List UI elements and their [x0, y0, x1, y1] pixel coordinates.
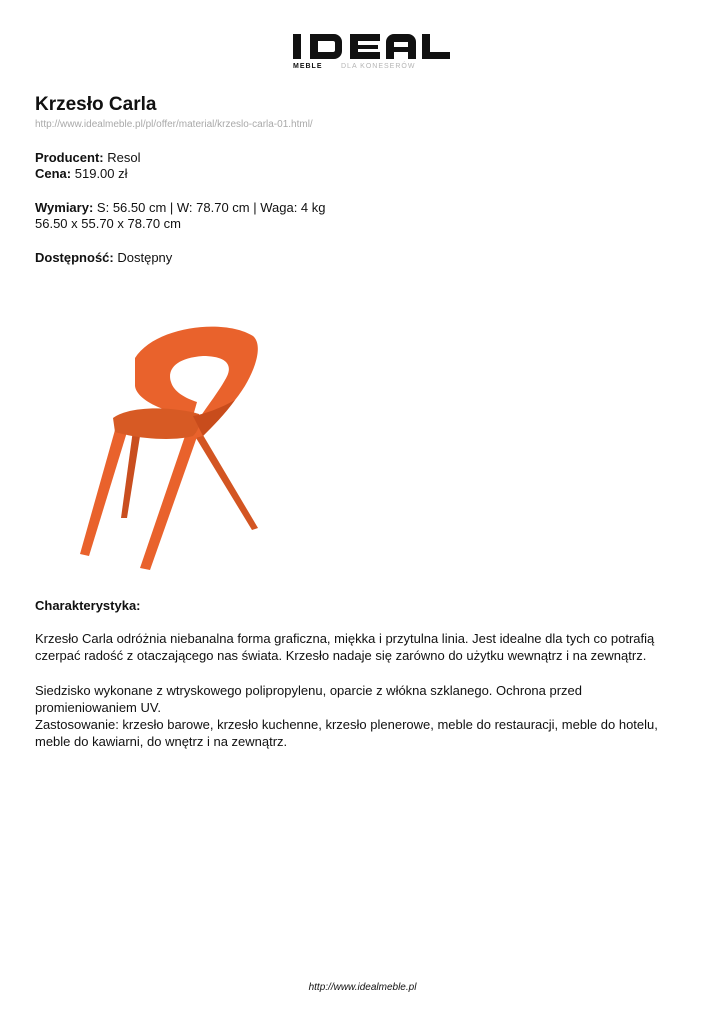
- cena-value: 519.00 zł: [74, 166, 128, 181]
- paragraph-2-line-2: promieniowaniem UV.: [35, 700, 161, 715]
- paragraph-3-line-2: meble do kawiarni, do wnętrz i na zewnątrz.: [35, 734, 288, 749]
- wymiary-label: Wymiary:: [35, 200, 94, 215]
- product-url[interactable]: http://www.idealmeble.pl/pl/offer/material/krzeslo-carla-01.html/: [35, 119, 313, 130]
- paragraph-3-line-1: Zastosowanie: krzesło barowe, krzesło kuchenne, krzesło plenerowe, meble do restauracji, meble do hotelu,: [35, 717, 658, 732]
- producent-label: Producent:: [35, 150, 104, 165]
- producent-row: [35, 150, 141, 166]
- product-image: [75, 318, 275, 572]
- paragraph-1-line-1: Krzesło Carla odróżnia niebanalna forma graficzna, miękka i przytulna linia. Jest idealne dla tych co potrafią: [35, 631, 655, 646]
- wymiary-row: [35, 200, 326, 216]
- cena-label: Cena:: [35, 166, 72, 181]
- footer-url[interactable]: http://www.idealmeble.pl: [308, 982, 417, 993]
- paragraph-2-line-1: Siedzisko wykonane z wtryskowego polipropylenu, oparcie z włókna szklanego. Ochrona przed: [35, 683, 583, 698]
- ideal-logo[interactable]: [288, 30, 453, 72]
- description-heading: Charakterystyka:: [35, 598, 141, 613]
- dostepnosc-value: Dostępny: [117, 250, 173, 265]
- logo-tagline-main: MEBLE: [293, 63, 323, 70]
- chair-illustration: [75, 318, 275, 572]
- product-title: Krzesło Carla: [35, 94, 157, 115]
- producent-value: Resol: [107, 150, 141, 165]
- ideal-logo-graphic: [288, 30, 453, 72]
- logo-tagline-rest: DLA KONESERÓW: [341, 63, 416, 70]
- description-paragraph-1: [35, 630, 685, 664]
- dostepnosc-label: Dostępność:: [35, 250, 114, 265]
- paragraph-1-line-2: czerpać radość z otaczającego nas świata. Krzesło nadaje się zarówno do użytku wewnątrz i na zewnątrz.: [35, 648, 647, 663]
- wymiary-dimensions: 56.50 x 55.70 x 78.70 cm: [35, 216, 181, 231]
- description-paragraph-2: [35, 682, 685, 750]
- wymiary-value: S: 56.50 cm | W: 78.70 cm | Waga: 4 kg: [96, 200, 326, 215]
- cena-row: [35, 166, 128, 182]
- dostepnosc-row: [35, 250, 172, 266]
